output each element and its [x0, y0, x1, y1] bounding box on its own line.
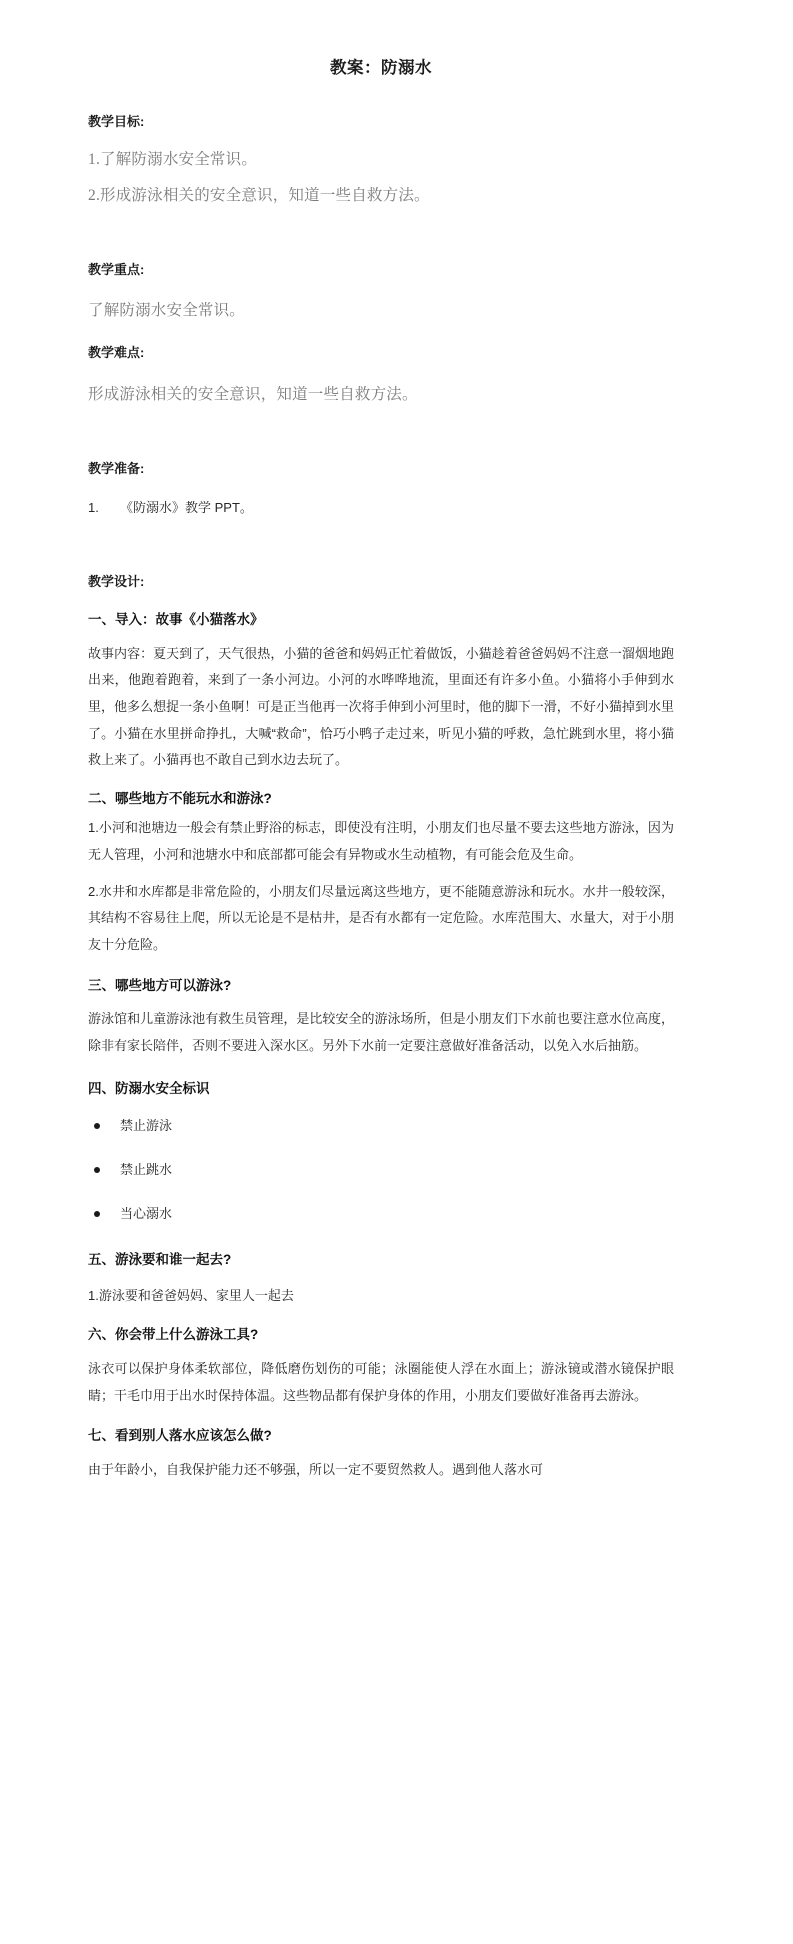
- section-1-paragraph-1: 故事内容：夏天到了，天气很热，小猫的爸爸和妈妈正忙着做饭，小猫趁着爸爸妈妈不注意一溜烟地跑出来，他跑着跑着，来到了一条小河边。小河的水哗哗地流，里面还有许多小鱼。小猫将小手伸到水里，他多么想捉一条小鱼啊！可是正当他再一次将手伸到小河里时，他的脚下一滑，不好小猫掉到水里了。小猫在水里拼命挣扎，大喊“救命”，恰巧小鸭子走过来，听见小猫的呼救，急忙跳到水里，将小猫救上来了。小猫再也不敢自己到水边去玩了。: [88, 645, 674, 768]
- section-heading-4: 四、防溺水安全标识: [88, 1080, 210, 1096]
- section-heading-6: 六、你会带上什么游泳工具?: [88, 1327, 259, 1343]
- list-item: [88, 1115, 674, 1137]
- objective-item-1: 1.了解防溺水安全常识。: [88, 150, 258, 168]
- list-item: [88, 1159, 674, 1181]
- bullet-icon: [94, 1123, 100, 1129]
- list-item-label: 《防溺水》教学 PPT。: [120, 500, 253, 516]
- section-heading-2: 二、哪些地方不能玩水和游泳?: [88, 790, 272, 806]
- list-item: [88, 1203, 674, 1225]
- list-item: [88, 496, 674, 519]
- bullet-icon: [94, 1167, 100, 1173]
- section-6-paragraph-1: 泳衣可以保护身体柔软部位，降低磨伤划伤的可能；泳圈能使人浮在水面上；游泳镜或潜水镜保护眼睛；干毛巾用于出水时保持体温。这些物品都有保护身体的作用，小朋友们要做好准备再去游泳。: [88, 1360, 674, 1403]
- section-7-paragraph-1: 由于年龄小，自我保护能力还不够强，所以一定不要贸然救人。遇到他人落水可: [88, 1461, 544, 1477]
- section-2-paragraph-1: 1.小河和池塘边一般会有禁止野浴的标志，即使没有注明，小朋友们也尽量不要去这些地方游泳，因为无人管理，小河和池塘水中和底部都可能会有异物或水生动植物，有可能会危及生命。: [88, 820, 674, 863]
- preparation-list: [88, 496, 674, 519]
- section-label-difficulty: 教学难点:: [88, 345, 145, 361]
- section-heading-3: 三、哪些地方可以游泳?: [88, 977, 232, 993]
- section-2-paragraph-2: 2.水井和水库都是非常危险的，小朋友们尽量远离这些地方，更不能随意游泳和玩水。水井一般较深，其结构不容易往上爬，所以无论是不是枯井，是否有水都有一定危险。水库范围大、水量大，对于小朋友十分危险。: [88, 883, 674, 952]
- section-label-design: 教学设计:: [88, 573, 145, 589]
- bullet-icon: [94, 1211, 100, 1217]
- key-point-text: 了解防溺水安全常识。: [88, 302, 246, 320]
- safety-sign-list: [88, 1115, 674, 1225]
- list-item-label: 禁止游泳: [120, 1118, 173, 1134]
- section-label-preparation: 教学准备:: [88, 460, 145, 476]
- difficulty-text: 形成游泳相关的安全意识，知道一些自救方法。: [88, 385, 418, 403]
- section-label-key-point: 教学重点:: [88, 261, 145, 277]
- section-5-paragraph-1: 1.游泳要和爸爸妈妈、家里人一起去: [88, 1287, 294, 1303]
- section-3-paragraph-1: 游泳馆和儿童游泳池有救生员管理，是比较安全的游泳场所，但是小朋友们下水前也要注意水位高度，除非有家长陪伴，否则不要进入深水区。另外下水前一定要注意做好准备活动，以免入水后抽筋。: [88, 1011, 674, 1053]
- section-heading-7: 七、看到别人落水应该怎么做?: [88, 1428, 272, 1444]
- objective-item-2: 2.形成游泳相关的安全意识，知道一些自救方法。: [88, 186, 430, 204]
- list-item-label: 当心溺水: [120, 1206, 173, 1222]
- page-title: 教案：防溺水: [330, 59, 432, 77]
- section-heading-5: 五、游泳要和谁一起去?: [88, 1252, 232, 1268]
- section-label-objectives: 教学目标:: [88, 114, 145, 130]
- list-item-index: 1.: [88, 500, 99, 516]
- list-item-label: 禁止跳水: [120, 1162, 173, 1178]
- section-heading-1: 一、导入：故事《小猫落水》: [88, 612, 264, 628]
- document-content-column: [88, 0, 674, 1483]
